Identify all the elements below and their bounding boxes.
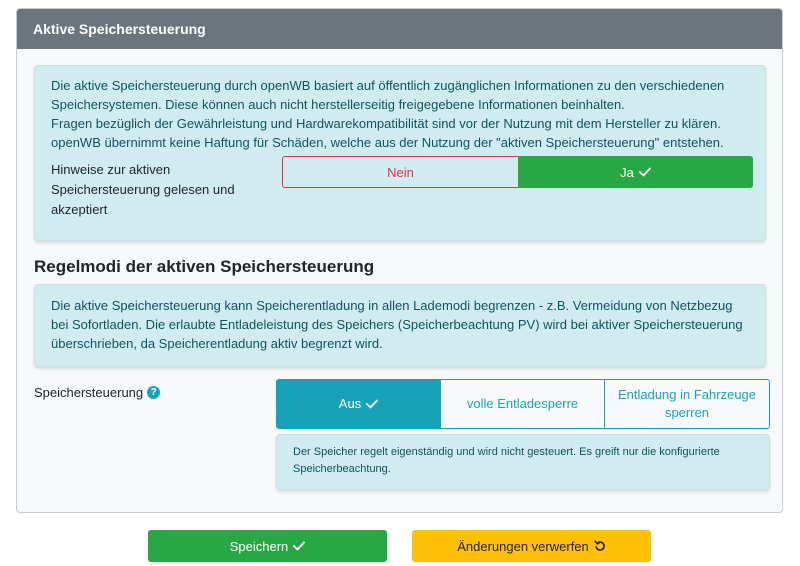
check-icon <box>293 541 305 551</box>
mode-full-block-button[interactable] <box>441 379 605 429</box>
check-icon <box>639 167 651 177</box>
disclaimer-line: openWB übernimmt keine Haftung für Schäden, welche aus der Nutzung der "aktiven Speichersteuerung" entstehen. <box>51 135 724 150</box>
disclaimer-line: Speichersystemen. Diese können auch nicht herstellerseitig freigegebene Informationen beinhalten. <box>51 97 625 112</box>
discard-changes-button[interactable] <box>412 530 651 562</box>
mode-hint-alert <box>276 434 770 490</box>
mode-full-block-label: volle Entladesperre <box>466 396 579 411</box>
mode-label-row <box>34 385 160 400</box>
ack-no-label: Nein <box>387 164 414 180</box>
disclaimer-line: Fragen bezüglich der Gewährleistung und Hardwarekompatibilität sind vor der Nutzung mit dem Hersteller zu klären. <box>51 116 721 131</box>
ack-label: Hinweise zur aktiven Speichersteuerung gelesen und akzeptiert <box>51 162 235 217</box>
mode-vehicle-block-button[interactable] <box>605 379 770 429</box>
question-circle-icon[interactable]: ? <box>147 386 160 399</box>
mode-label: Speichersteuerung <box>34 385 144 400</box>
mode-aus-label: Aus <box>338 396 362 411</box>
ack-yes-button[interactable] <box>518 156 753 188</box>
mode-hint-text: Der Speicher regelt eigenständig und wird nicht gesteuert. Es greift nur die konfigurierte Speicherbeachtung. <box>293 446 720 475</box>
mode-vehicle-block-label: Entladung in Fahrzeuge sperren <box>617 387 757 420</box>
card-title: Aktive Speichersteuerung <box>17 9 782 49</box>
save-button[interactable] <box>148 530 387 562</box>
mode-aus-button[interactable] <box>276 379 441 429</box>
check-icon <box>366 399 378 409</box>
discard-label: Änderungen verwerfen <box>457 538 589 554</box>
disclaimer-line: Die aktive Speichersteuerung durch openWB basiert auf öffentlich zugänglichen Informationen zu den verschiedenen <box>51 78 725 93</box>
undo-icon <box>594 540 606 552</box>
section-title: Regelmodi der aktiven Speichersteuerung <box>34 257 375 276</box>
disclaimer-alert <box>34 65 766 241</box>
section-info-text: Die aktive Speichersteuerung kann Speicherentladung in allen Lademodi begrenzen - z.B. Vermeidung von Netzbezug bei Sofortladen. Die erlaubte Entladeleistung des Speichers (Speicherbeachtung PV) wird bei aktiver Speichersteuerung überschrieben, da Speicherentladung aktiv begrenzt wird. <box>51 298 743 351</box>
ack-no-button[interactable] <box>282 156 518 188</box>
section-info-alert <box>34 284 766 367</box>
ack-toggle-group <box>282 156 753 188</box>
storage-control-card <box>16 8 783 513</box>
save-label: Speichern <box>229 538 289 554</box>
ack-yes-label: Ja <box>620 164 634 180</box>
mode-toggle-group <box>276 379 770 429</box>
